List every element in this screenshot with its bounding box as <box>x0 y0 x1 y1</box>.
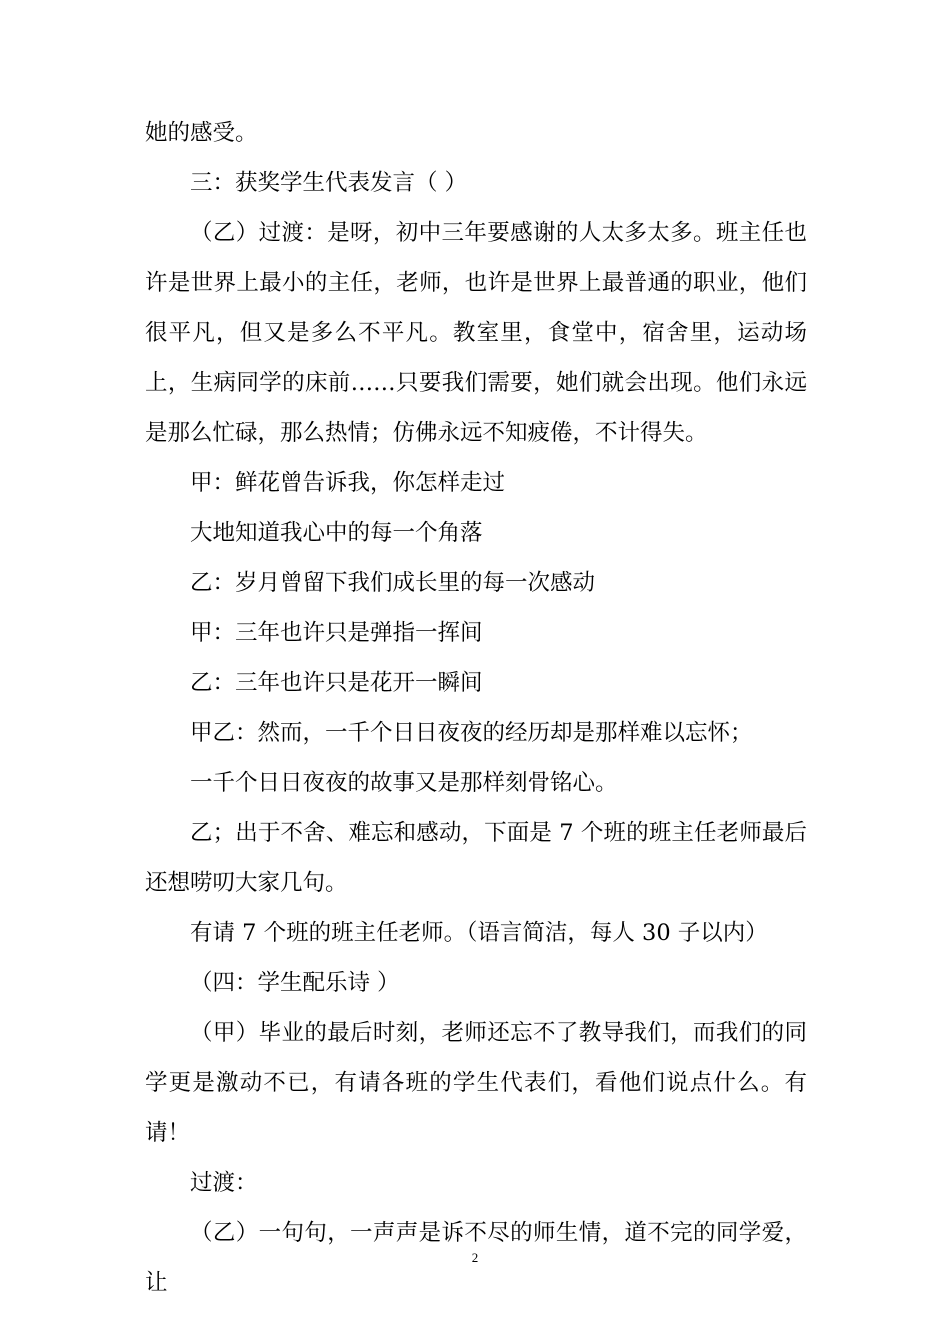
page-number: 2 <box>471 1250 479 1265</box>
paragraph: 大地知道我心中的每一个角落 <box>190 520 483 546</box>
paragraph: 有请 7 个班的班主任老师。（语言简洁，每人 30 子以内） <box>190 920 768 946</box>
paragraph: 乙：岁月曾留下我们成长里的每一次感动 <box>190 570 596 596</box>
paragraph: （乙）一句句，一声声是诉不尽的师生情，道不完的同学爱，让 <box>145 1220 807 1296</box>
paragraph: 过渡： <box>190 1170 258 1196</box>
paragraph: 一千个日日夜夜的故事又是那样刻骨铭心。 <box>190 770 618 796</box>
paragraph: （四：学生配乐诗 ） <box>190 970 400 996</box>
paragraph: 乙：三年也许只是花开一瞬间 <box>190 670 483 696</box>
paragraph: 乙；出于不舍、难忘和感动，下面是 7 个班的班主任老师最后还想唠叨大家几句。 <box>145 820 807 896</box>
paragraph: 甲乙：然而，一千个日日夜夜的经历却是那样难以忘怀； <box>190 720 753 746</box>
document-body <box>145 108 807 1308</box>
paragraph: 三：获奖学生代表发言（ ） <box>190 170 468 196</box>
paragraph: （乙）过渡：是呀，初中三年要感谢的人太多太多。班主任也许是世界上最小的主任，老师，也许是世界上最普通的职业，他们很平凡，但又是多么不平凡。教室里，食堂中，宿舍里，运动场上，生病同学的床前……只要我们需要，她们就会出现。他们永远是那么忙碌，那么热情；仿佛永远不知疲倦，不计得失。 <box>145 220 807 446</box>
paragraph: 甲：鲜花曾告诉我，你怎样走过 <box>190 470 506 496</box>
paragraph: 甲：三年也许只是弹指一挥间 <box>190 620 483 646</box>
paragraph: （甲）毕业的最后时刻，老师还忘不了教导我们，而我们的同学更是激动不已，有请各班的学生代表们，看他们说点什么。有请！ <box>145 1020 807 1146</box>
paragraph: 她的感受。 <box>145 120 258 146</box>
